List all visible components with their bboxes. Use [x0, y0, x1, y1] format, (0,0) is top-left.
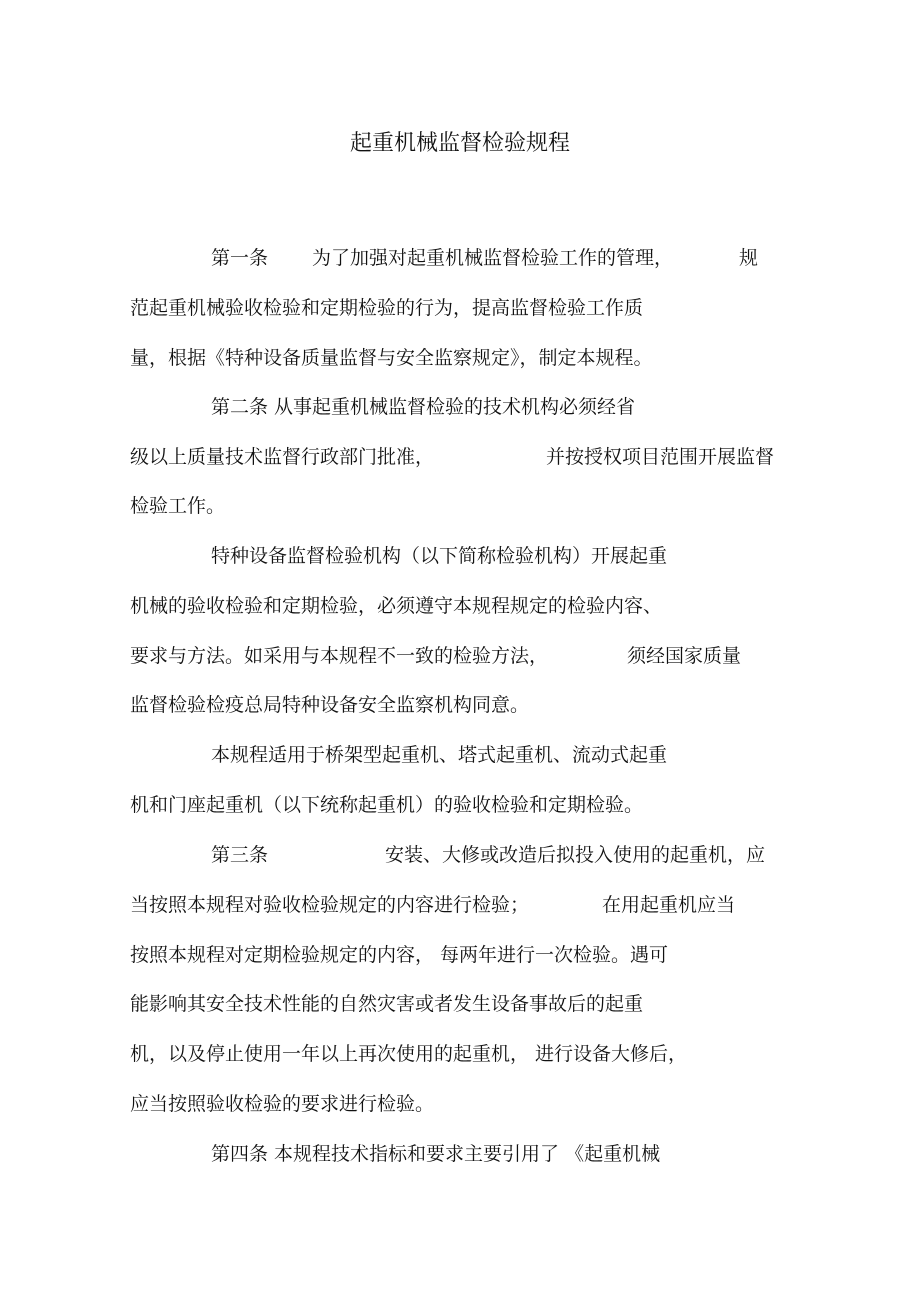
text-segment: 规 — [739, 247, 759, 269]
text-line: 应当按照验收检验的要求进行检验。 — [130, 1093, 435, 1115]
text-line — [0, 840, 920, 870]
text-segment: 级以上质量技术监督行政部门批准， — [130, 446, 435, 468]
text-segment: 当按照本规程对验收检验规定的内容进行检验； — [130, 894, 530, 916]
article-1-label: 第一条 — [211, 247, 269, 269]
text-segment: 并按授权项目范围开展监督 — [546, 446, 775, 468]
text-line — [0, 641, 920, 671]
text-line: 检验工作。 — [130, 495, 226, 517]
article-3-label: 第三条 — [211, 844, 269, 866]
text-line: 机，以及停止使用一年以上再次使用的起重机， 进行设备大修后， — [130, 1043, 688, 1065]
text-line: 量，根据《特种设备质量监督与安全监察规定》，制定本规程。 — [130, 347, 653, 369]
text-line: 范起重机械验收检验和定期检验的行为，提高监督检验工作质 — [130, 297, 644, 319]
text-line: 特种设备监督检验机构（以下简称检验机构）开展起重 — [211, 545, 668, 567]
text-line: 按照本规程对定期检验规定的内容， 每两年进行一次检验。遇可 — [130, 944, 669, 966]
text-segment: 要求与方法。如采用与本规程不一致的检验方法， — [130, 645, 549, 667]
document-title: 起重机械监督检验规程 — [349, 131, 570, 156]
text-segment: 安装、大修或改造后拟投入使用的起重机，应 — [385, 844, 766, 866]
text-segment: 为了加强对起重机械监督检验工作的管理， — [312, 247, 674, 269]
text-line: 机和门座起重机（以下统称起重机）的验收检验和定期检验。 — [130, 794, 644, 816]
text-line: 第四条 本规程技术指标和要求主要引用了 《起重机械 — [211, 1143, 661, 1165]
text-line: 监督检验检疫总局特种设备安全监察机构同意。 — [130, 694, 530, 716]
text-line — [0, 442, 920, 472]
text-segment: 须经国家质量 — [627, 645, 742, 667]
text-line: 机械的验收检验和定期检验，必须遵守本规程规定的检验内容、 — [130, 595, 663, 617]
text-line: 本规程适用于桥架型起重机、塔式起重机、流动式起重 — [211, 744, 668, 766]
text-line: 第二条 从事起重机械监督检验的技术机构必须经省 — [211, 396, 636, 418]
text-line: 能影响其安全技术性能的自然灾害或者发生设备事故后的起重 — [130, 993, 644, 1015]
text-line — [0, 243, 920, 273]
text-segment: 在用起重机应当 — [602, 894, 736, 916]
text-line — [0, 890, 920, 920]
